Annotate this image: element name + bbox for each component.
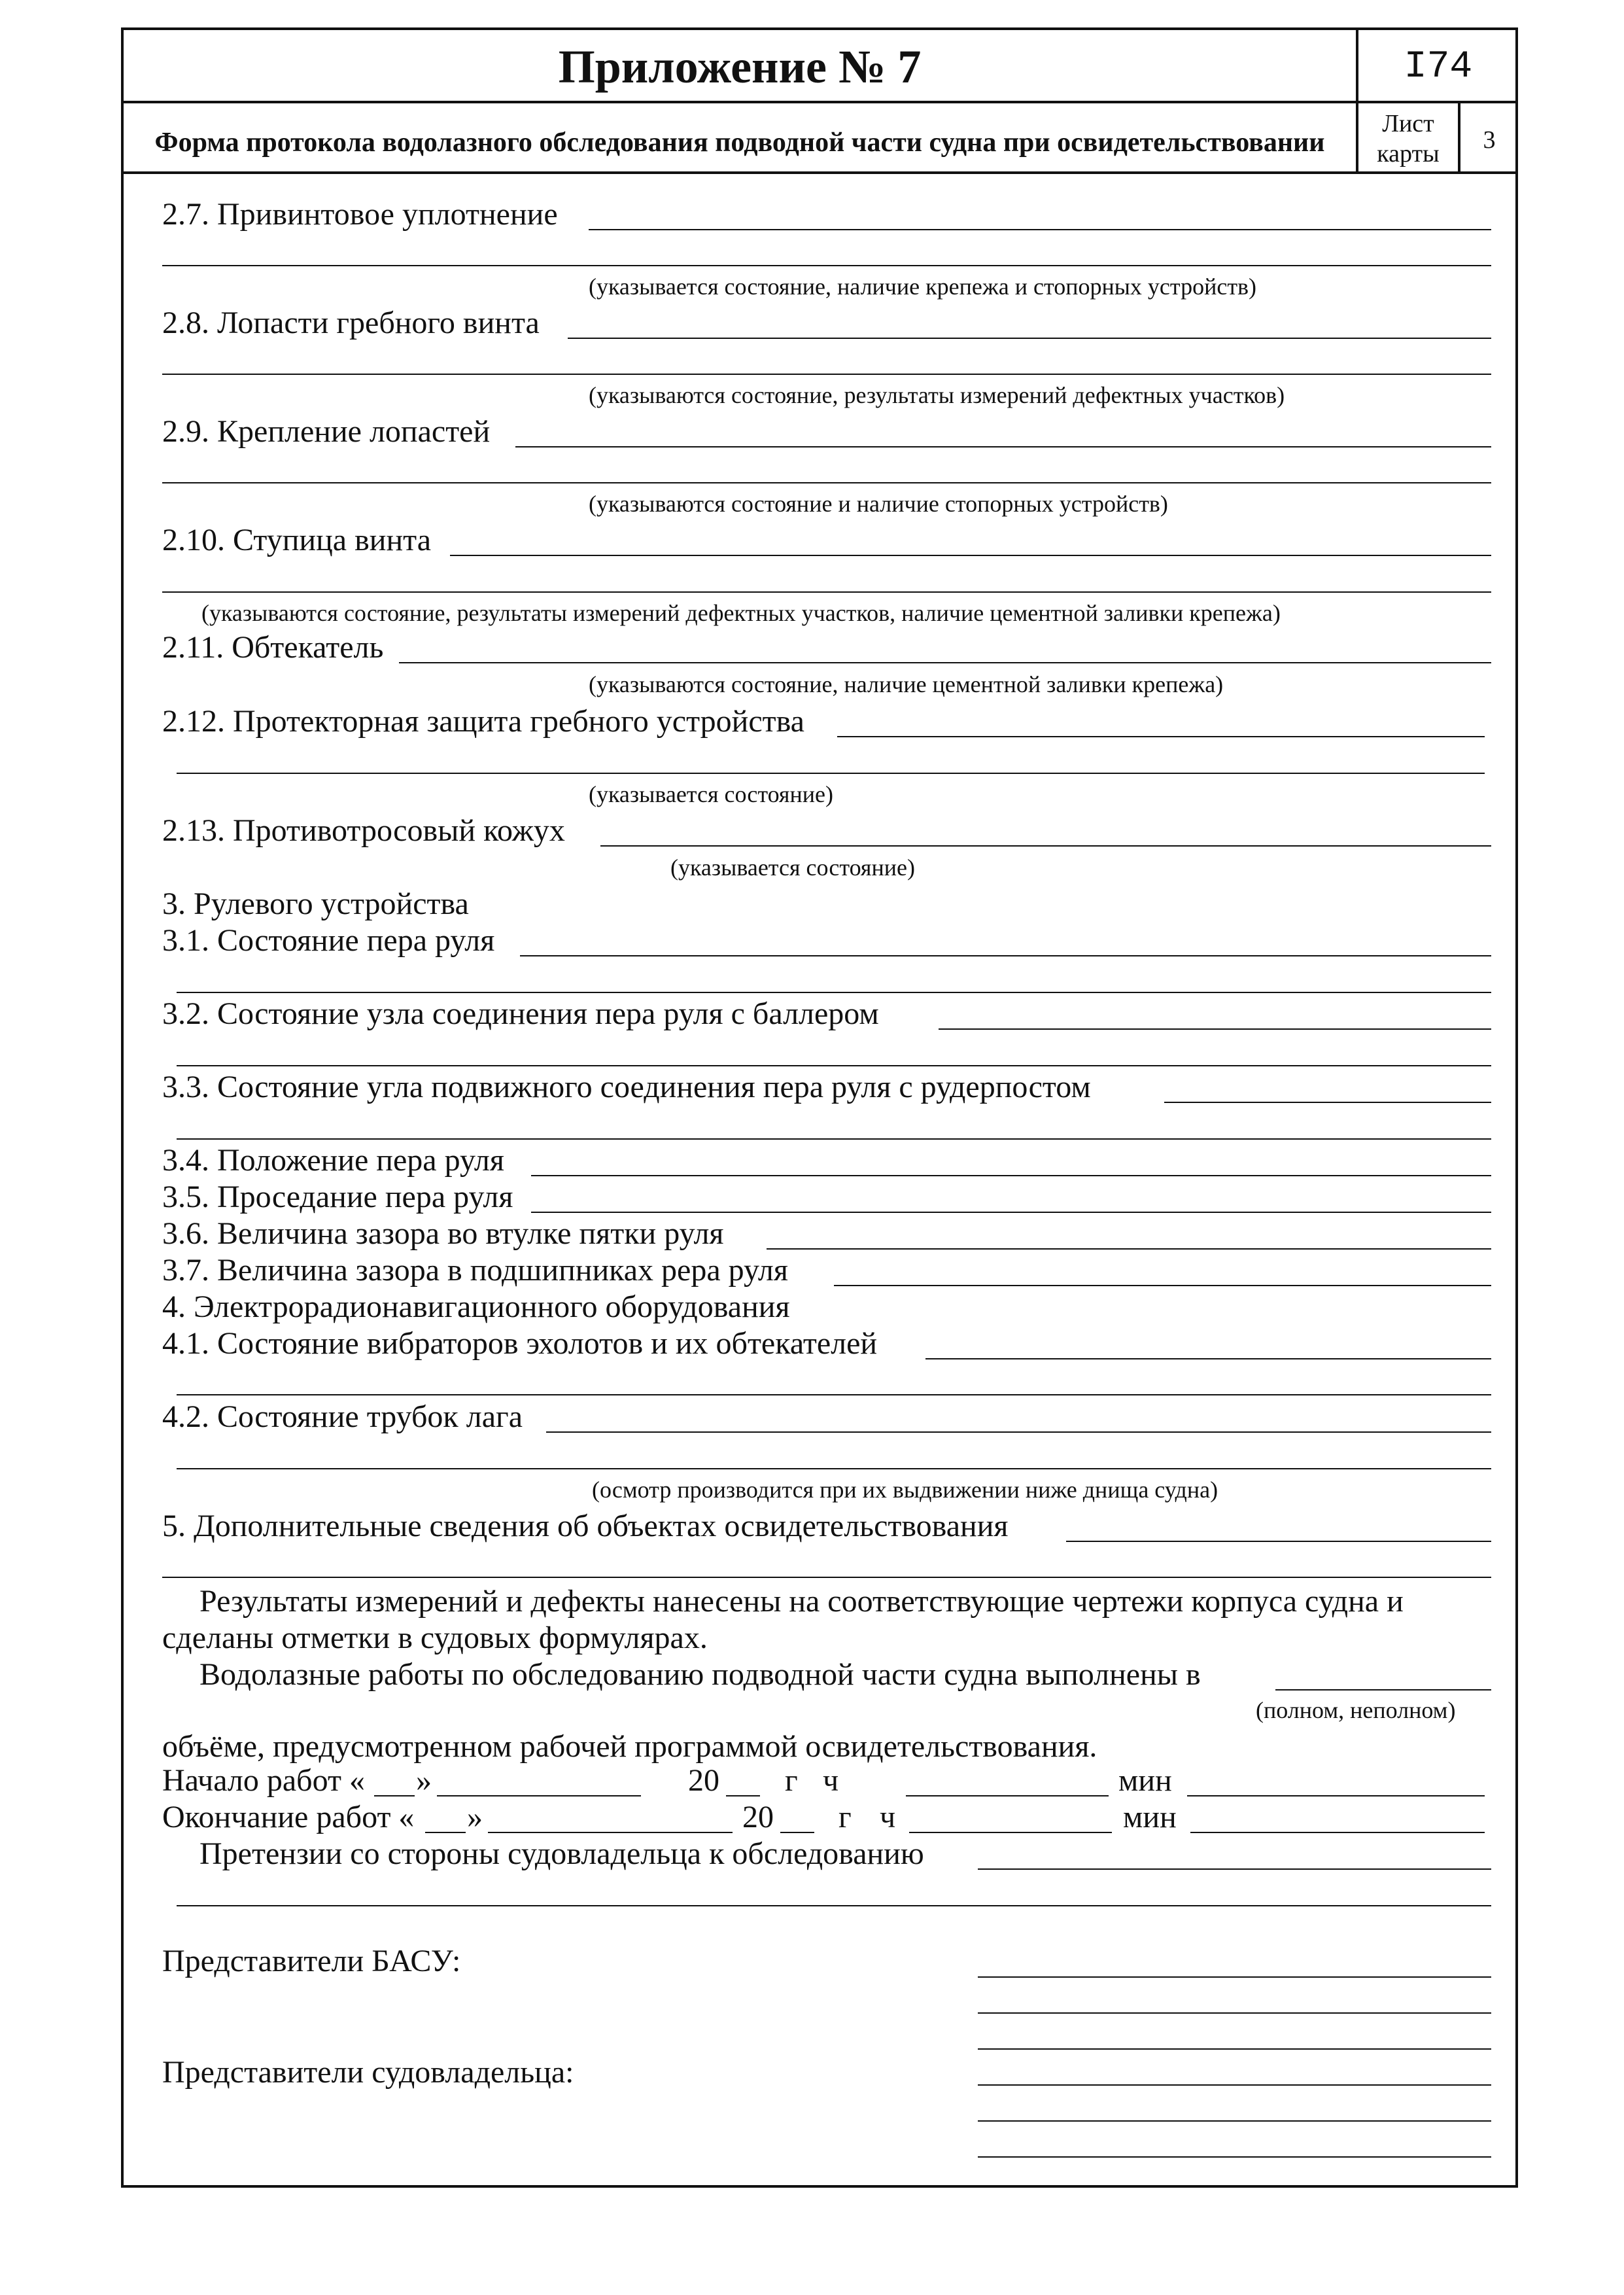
item-3-1-field-2[interactable] — [177, 992, 1491, 993]
page-code: I74 — [1404, 46, 1473, 88]
item-3-4-field[interactable] — [531, 1175, 1491, 1176]
item-2-8-hint: (указываются состояние, результаты измерений дефектных участков) — [589, 382, 1285, 408]
end-year-suffix: г — [838, 1800, 852, 1834]
item-2-7-label: 2.7. Привинтовое уплотнение — [162, 197, 558, 232]
page-title: Приложение № 7 — [558, 41, 922, 93]
section-5-heading: 5. Дополнительные сведения об объектах освидетельствования — [162, 1509, 1009, 1543]
scope-hint: (полном, неполном) — [1256, 1697, 1456, 1723]
item-2-9-hint: (указываются состояние и наличие стопорных устройств) — [589, 491, 1168, 517]
sheet-number-cell — [1460, 103, 1518, 174]
end-label: Окончание работ « — [162, 1800, 415, 1834]
item-5-field[interactable] — [1066, 1541, 1491, 1542]
sheet-label-word2: карты — [1377, 140, 1440, 167]
item-2-11-label: 2.11. Обтекатель — [162, 630, 384, 665]
item-2-7-field-2[interactable] — [162, 265, 1491, 266]
claims-label: Претензии со стороны судовладельца к обследованию — [199, 1836, 924, 1871]
start-hour-field[interactable] — [906, 1795, 1109, 1796]
item-2-9-label: 2.9. Крепление лопастей — [162, 414, 491, 449]
basu-signature-3[interactable] — [978, 2048, 1491, 2050]
item-2-12-label: 2.12. Протекторная защита гребного устройства — [162, 704, 804, 739]
start-year-prefix: 20 — [688, 1763, 719, 1798]
end-year-prefix: 20 — [742, 1800, 774, 1834]
end-min-label: мин — [1123, 1800, 1177, 1834]
item-3-2-label: 3.2. Состояние узла соединения пера руля с баллером — [162, 996, 879, 1031]
item-3-1-label: 3.1. Состояние пера руля — [162, 923, 495, 958]
item-2-8-label: 2.8. Лопасти гребного винта — [162, 306, 540, 340]
item-3-7-label: 3.7. Величина зазора в подшипниках рера руля — [162, 1253, 788, 1288]
item-3-1-field[interactable] — [520, 955, 1491, 956]
section-3-heading: 3. Рулевого устройства — [162, 886, 469, 921]
item-2-7-field[interactable] — [589, 229, 1491, 230]
conclusion-p2-line2: объёме, предусмотренном рабочей программой освидетельствования. — [162, 1729, 1097, 1764]
basu-signature-1[interactable] — [978, 1976, 1491, 1978]
scope-field[interactable] — [1275, 1689, 1491, 1691]
item-2-11-hint: (указываются состояние, наличие цементной заливки крепежа) — [589, 671, 1224, 697]
sheet-label-cell — [1358, 103, 1460, 174]
sheet-number: 3 — [1483, 126, 1496, 154]
page-code-cell — [1358, 30, 1518, 103]
end-hour-field[interactable] — [909, 1832, 1112, 1833]
form-subtitle: Форма протокола водолазного обследования подводной части судна при освидетельствовании — [154, 128, 1325, 158]
item-2-10-hint: (указываются состояние, результаты измерений дефектных участков, наличие цементной заливки крепежа) — [201, 600, 1281, 626]
start-day-field[interactable] — [374, 1795, 415, 1796]
item-2-12-hint: (указывается состояние) — [589, 781, 833, 807]
item-3-4-label: 3.4. Положение пера руля — [162, 1143, 504, 1178]
conclusion-p1-line2: сделаны отметки в судовых формулярах. — [162, 1621, 708, 1655]
item-2-8-field-2[interactable] — [162, 374, 1491, 375]
title-cell — [124, 30, 1358, 103]
claims-field-2[interactable] — [177, 1905, 1491, 1906]
item-3-2-field[interactable] — [939, 1028, 1491, 1030]
item-2-13-label: 2.13. Противотросовый кожух — [162, 813, 565, 848]
item-2-7-hint: (указывается состояние, наличие крепежа и стопорных устройств) — [589, 273, 1257, 300]
item-2-10-field-2[interactable] — [162, 591, 1491, 593]
end-day-field[interactable] — [425, 1832, 466, 1833]
item-3-2-field-2[interactable] — [177, 1065, 1491, 1066]
end-hour-label: ч — [880, 1800, 896, 1834]
item-3-5-label: 3.5. Проседание пера руля — [162, 1180, 513, 1214]
end-min-field[interactable] — [1190, 1832, 1485, 1833]
item-2-13-hint: (указывается состояние) — [670, 854, 915, 881]
item-2-10-field[interactable] — [450, 555, 1491, 556]
item-3-3-field[interactable] — [1164, 1102, 1491, 1103]
item-4-1-label: 4.1. Состояние вибраторов эхолотов и их обтекателей — [162, 1326, 878, 1361]
item-4-1-field[interactable] — [925, 1358, 1491, 1359]
item-4-2-field-2[interactable] — [177, 1468, 1491, 1469]
item-3-7-field[interactable] — [834, 1285, 1491, 1286]
item-2-10-label: 2.10. Ступица винта — [162, 523, 431, 557]
item-2-13-field[interactable] — [600, 845, 1491, 847]
start-min-label: мин — [1118, 1763, 1172, 1798]
item-3-6-field[interactable] — [767, 1248, 1491, 1250]
item-4-1-field-2[interactable] — [177, 1394, 1491, 1395]
basu-reps-label: Представители БАСУ: — [162, 1944, 461, 1978]
owner-reps-label: Представители судовладельца: — [162, 2055, 574, 2090]
owner-signature-3[interactable] — [978, 2156, 1491, 2158]
end-month-field[interactable] — [488, 1832, 733, 1833]
item-3-3-field-2[interactable] — [177, 1138, 1491, 1140]
item-3-6-label: 3.6. Величина зазора во втулке пятки руля — [162, 1216, 724, 1251]
end-quote-close: » — [467, 1800, 483, 1834]
start-hour-label: ч — [823, 1763, 839, 1798]
item-2-12-field-2[interactable] — [177, 773, 1485, 774]
item-2-11-field[interactable] — [399, 662, 1491, 663]
item-4-2-label: 4.2. Состояние трубок лага — [162, 1399, 523, 1434]
item-3-5-field[interactable] — [531, 1212, 1491, 1213]
item-2-12-field[interactable] — [837, 736, 1485, 737]
section-4-heading: 4. Электрорадионавигационного оборудования — [162, 1289, 790, 1324]
owner-signature-1[interactable] — [978, 2084, 1491, 2086]
item-4-2-field[interactable] — [546, 1431, 1491, 1433]
item-2-9-field-2[interactable] — [162, 482, 1491, 483]
basu-signature-2[interactable] — [978, 2012, 1491, 2014]
sheet-label-word: Лист — [1382, 110, 1434, 137]
item-5-field-2[interactable] — [162, 1577, 1491, 1578]
conclusion-p2-line1: Водолазные работы по обследованию подводной части судна выполнены в — [199, 1657, 1201, 1692]
item-3-3-label: 3.3. Состояние угла подвижного соединения пера руля с рудерпостом — [162, 1070, 1091, 1104]
sheet-label — [1358, 109, 1458, 169]
item-4-2-hint: (осмотр производится при их выдвижении ниже днища судна) — [592, 1477, 1218, 1503]
start-year-field[interactable] — [726, 1795, 760, 1796]
start-month-field[interactable] — [437, 1795, 641, 1796]
end-year-field[interactable] — [780, 1832, 814, 1833]
subtitle-cell — [124, 103, 1358, 174]
owner-signature-2[interactable] — [978, 2120, 1491, 2122]
claims-field[interactable] — [978, 1868, 1491, 1870]
item-2-9-field[interactable] — [515, 446, 1491, 447]
start-label: Начало работ « — [162, 1763, 365, 1798]
start-quote-close: » — [416, 1763, 432, 1798]
item-2-8-field[interactable] — [568, 338, 1491, 339]
start-min-field[interactable] — [1187, 1795, 1485, 1796]
start-year-suffix: г — [785, 1763, 798, 1798]
conclusion-p1-line1: Результаты измерений и дефекты нанесены на соответствующие чертежи корпуса судна и — [199, 1584, 1404, 1619]
